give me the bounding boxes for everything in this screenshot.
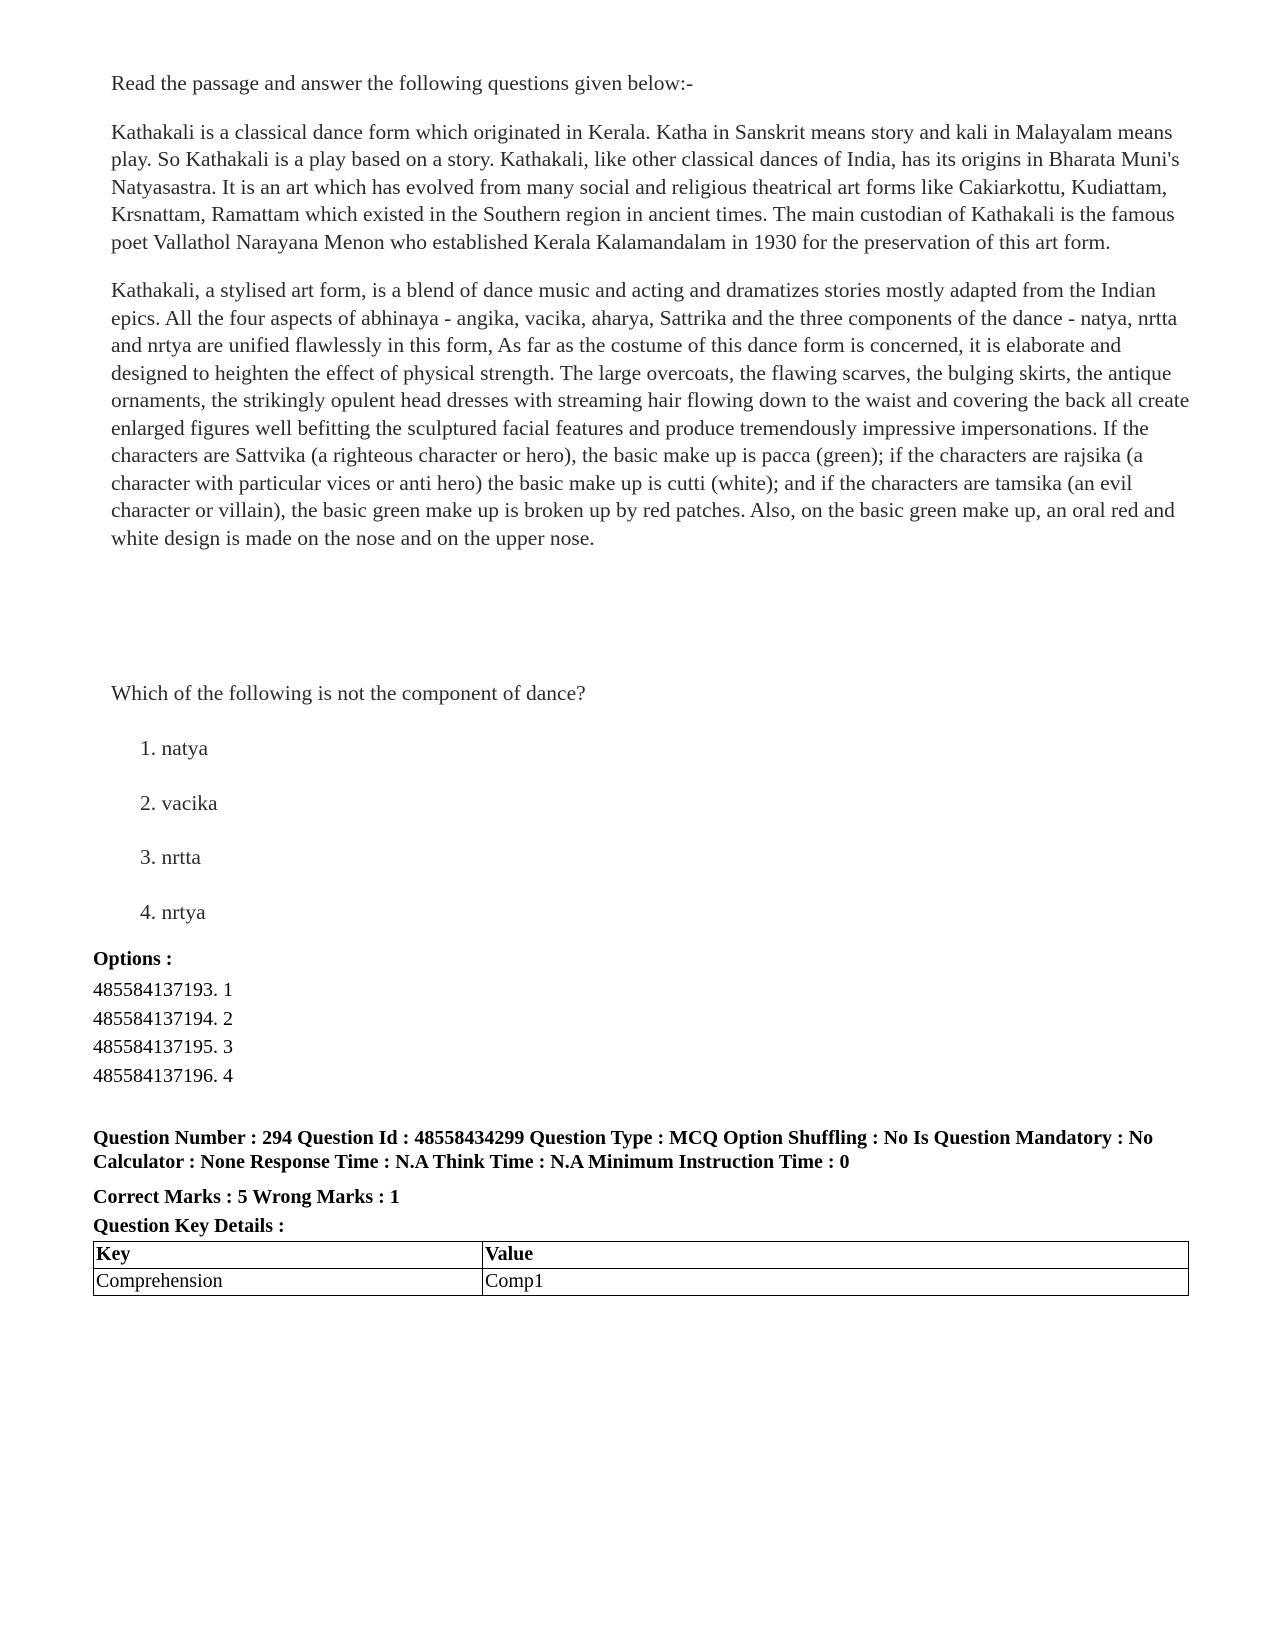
question-choices: [140, 735, 218, 953]
option-item: 485584137195. 3: [93, 1036, 233, 1058]
column-header-key: Key: [94, 1242, 483, 1269]
key-table: [93, 1241, 1189, 1296]
option-item: 485584137196. 4: [93, 1064, 233, 1087]
passage-scan: [111, 70, 1191, 552]
key-details-heading: Question Key Details :: [93, 1215, 285, 1237]
marks-line: Correct Marks : 5 Wrong Marks : 1: [93, 1186, 400, 1208]
column-header-value: Value: [483, 1242, 1189, 1269]
question-text: Which of the following is not the component of dance?: [111, 681, 586, 705]
table-cell-key: Comprehension: [94, 1269, 483, 1296]
table-cell-value: Comp1: [483, 1269, 1189, 1296]
question-metadata: Question Number : 294 Question Id : 48558434299 Question Type : MCQ Option Shuffling : No Is Question Mandatory : No Calculator : None Response Time : N.A Think Time : N.A Minimum Instruction Time : 0: [93, 1127, 1154, 1173]
options-heading: Options :: [93, 948, 173, 970]
choice-item: 2. vacika: [140, 790, 218, 815]
choice-item: 1. natya: [140, 736, 209, 760]
options-list: [93, 976, 233, 1090]
passage-paragraph: Kathakali, a stylised art form, is a blend of dance music and acting and dramatizes stories mostly adapted from the Indian epics. All the four aspects of abhinaya - angika, vacika, aharya, Sattrika and the three components of the dance - natya, nrtta and nrtya are unified flawlessly in this form, As far as the costume of this dance form is concerned, it is elaborate and designed to heighten the effect of physical strength. The large overcoats, the flawing scarves, the bulging skirts, the antique ornaments, the strikingly opulent head dresses with streaming hair flowing down to the waist and covering the back all create enlarged figures well befitting the sculptured facial features and produce tremendously impressive impersonations. If the characters are Sattvika (a righteous character or hero), the basic make up is pacca (green); if the characters are rajsika (a character with particular vices or anti hero) the basic make up is cutti (white); and if the characters are tamsika (an evil character or villain), the basic green make up is broken up by red patches. Also, on the basic green make up, an oral red and white design is made on the nose and on the upper nose.: [111, 278, 1190, 550]
passage-paragraph: Kathakali is a classical dance form which originated in Kerala. Katha in Sanskrit means story and kali in Malayalam means play. So Kathakali is a play based on a story. Kathakali, like other classical dances of India, has its origins in Bharata Muni's Natyasastra. It is an art which has evolved from many social and religious theatrical art forms like Cakiarkottu, Kudiattam, Krsnattam, Ramattam which existed in the Southern region in ancient times. The main custodian of Kathakali is the famous poet Vallathol Narayana Menon who established Kerala Kalamandalam in 1930 for the preservation of this art form.: [111, 119, 1180, 254]
choice-item: 4. nrtya: [140, 899, 206, 924]
option-item: 485584137193. 1: [93, 979, 233, 1001]
option-item: 485584137194. 2: [93, 1007, 233, 1030]
table-row: [94, 1269, 1189, 1296]
choice-item: 3. nrtta: [140, 845, 201, 869]
table-header-row: [94, 1242, 1189, 1269]
passage-intro: Read the passage and answer the following questions given below:-: [111, 71, 694, 95]
